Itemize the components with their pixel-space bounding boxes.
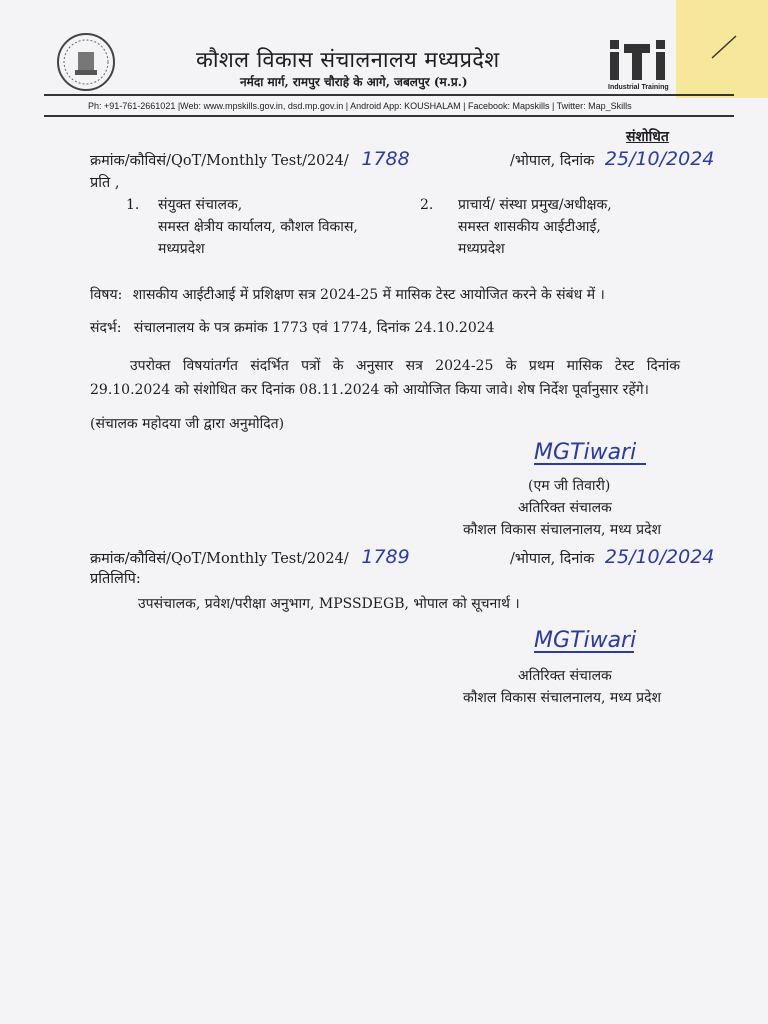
signature-2-text: MGTiwari	[534, 628, 637, 653]
copy-signatory-title: अतिरिक्त संचालक	[518, 668, 612, 684]
ref-prefix: क्रमांक/कौविसं/QoT/Monthly Test/2024/	[90, 153, 349, 169]
copy-ref-number: 1789	[361, 546, 410, 568]
recipient-1-line-3: मध्यप्रदेश	[158, 241, 205, 257]
subject-label: विषय:	[90, 287, 123, 303]
to-label: प्रति ,	[90, 175, 120, 191]
approval-note: (संचालक महोदया जी द्वारा अनुमोदित)	[90, 416, 285, 432]
signatory-title: अतिरिक्त संचालक	[518, 500, 612, 516]
recipient-2-line-2: समस्त शासकीय आईटीआई,	[458, 219, 601, 235]
recipient-2-line-3: मध्यप्रदेश	[458, 241, 505, 257]
iti-logo	[608, 40, 680, 91]
signatory-name: (एम जी तिवारी)	[528, 478, 611, 494]
signature-2	[534, 628, 636, 653]
recipient-2-num: 2.	[420, 197, 434, 213]
date-prefix: /भोपाल, दिनांक	[510, 153, 595, 169]
copy-date-prefix: /भोपाल, दिनांक	[510, 551, 595, 567]
iti-tagline: Industrial Training	[608, 84, 669, 91]
letter-date: 25/10/2024	[604, 148, 715, 170]
date-line	[510, 148, 714, 170]
copy-date-line	[510, 546, 714, 568]
recipient-1-line-1: संयुक्त संचालक,	[158, 197, 243, 213]
reference-line	[90, 318, 495, 337]
header-rule-top	[44, 94, 734, 96]
signature-1-text: MGTiwari	[534, 440, 637, 465]
copy-ref-line	[90, 546, 410, 568]
copy-label: प्रतिलिपि:	[90, 571, 141, 587]
recipient-2-line-1: प्राचार्य/ संस्था प्रमुख/अधीक्षक,	[458, 197, 612, 213]
org-name: कौशल विकास संचालनालय मध्यप्रदेश	[196, 48, 500, 73]
copy-signatory-office: कौशल विकास संचालनालय, मध्य प्रदेश	[463, 690, 662, 706]
body-paragraph	[90, 354, 680, 402]
mp-emblem-logo	[56, 32, 116, 92]
ref-line	[90, 148, 410, 170]
reference-label: संदर्भ:	[90, 320, 122, 336]
recipient-2	[420, 194, 612, 260]
header-rule-bottom	[44, 115, 734, 117]
recipient-1-num: 1.	[126, 197, 140, 213]
recipient-1-line-2: समस्त क्षेत्रीय कार्यालय, कौशल विकास,	[158, 219, 358, 235]
signature-1	[534, 440, 646, 465]
signatory-office: कौशल विकास संचालनालय, मध्य प्रदेश	[463, 522, 662, 538]
subject-text: शासकीय आईटीआई में प्रशिक्षण सत्र 2024-25 में मासिक टेस्ट आयोजित करने के संबंध में ।	[132, 287, 605, 303]
body-line-1: उपरोक्त विषयांतर्गत संदर्भित पत्रों के अनुसार सत्र 2024-25 के प्रथम मासिक टेस्ट दिनांक	[130, 358, 680, 374]
contact-line: Ph: +91-761-2661021 |Web: www.mpskills.gov.in, dsd.mp.gov.in | Android App: KOUSHALAM | Facebook: Mapskills | Twitter: Map_Skills	[88, 101, 632, 111]
reference-text: संचालनालय के पत्र क्रमांक 1773 एवं 1774, दिनांक 24.10.2024	[133, 320, 495, 336]
copy-date: 25/10/2024	[604, 546, 715, 568]
revised-label: संशोधित	[626, 129, 669, 145]
copy-ref-prefix: क्रमांक/कौविसं/QoT/Monthly Test/2024/	[90, 551, 349, 567]
body-line-2: 29.10.2024 को संशोधित कर दिनांक 08.11.2024 को आयोजित किया जावे। शेष निर्देश पूर्वानुसार रहेंगे।	[90, 382, 649, 398]
ref-number: 1788	[361, 148, 410, 170]
subject-line	[90, 285, 605, 304]
copy-line: उपसंचालक, प्रवेश/परीक्षा अनुभाग, MPSSDEGB, भोपाल को सूचनार्थ ।	[138, 596, 520, 612]
recipient-1	[126, 194, 358, 260]
org-address: नर्मदा मार्ग, रामपुर चौराहे के आगे, जबलपुर (म.प्र.)	[240, 75, 468, 89]
sticky-note	[676, 0, 768, 98]
